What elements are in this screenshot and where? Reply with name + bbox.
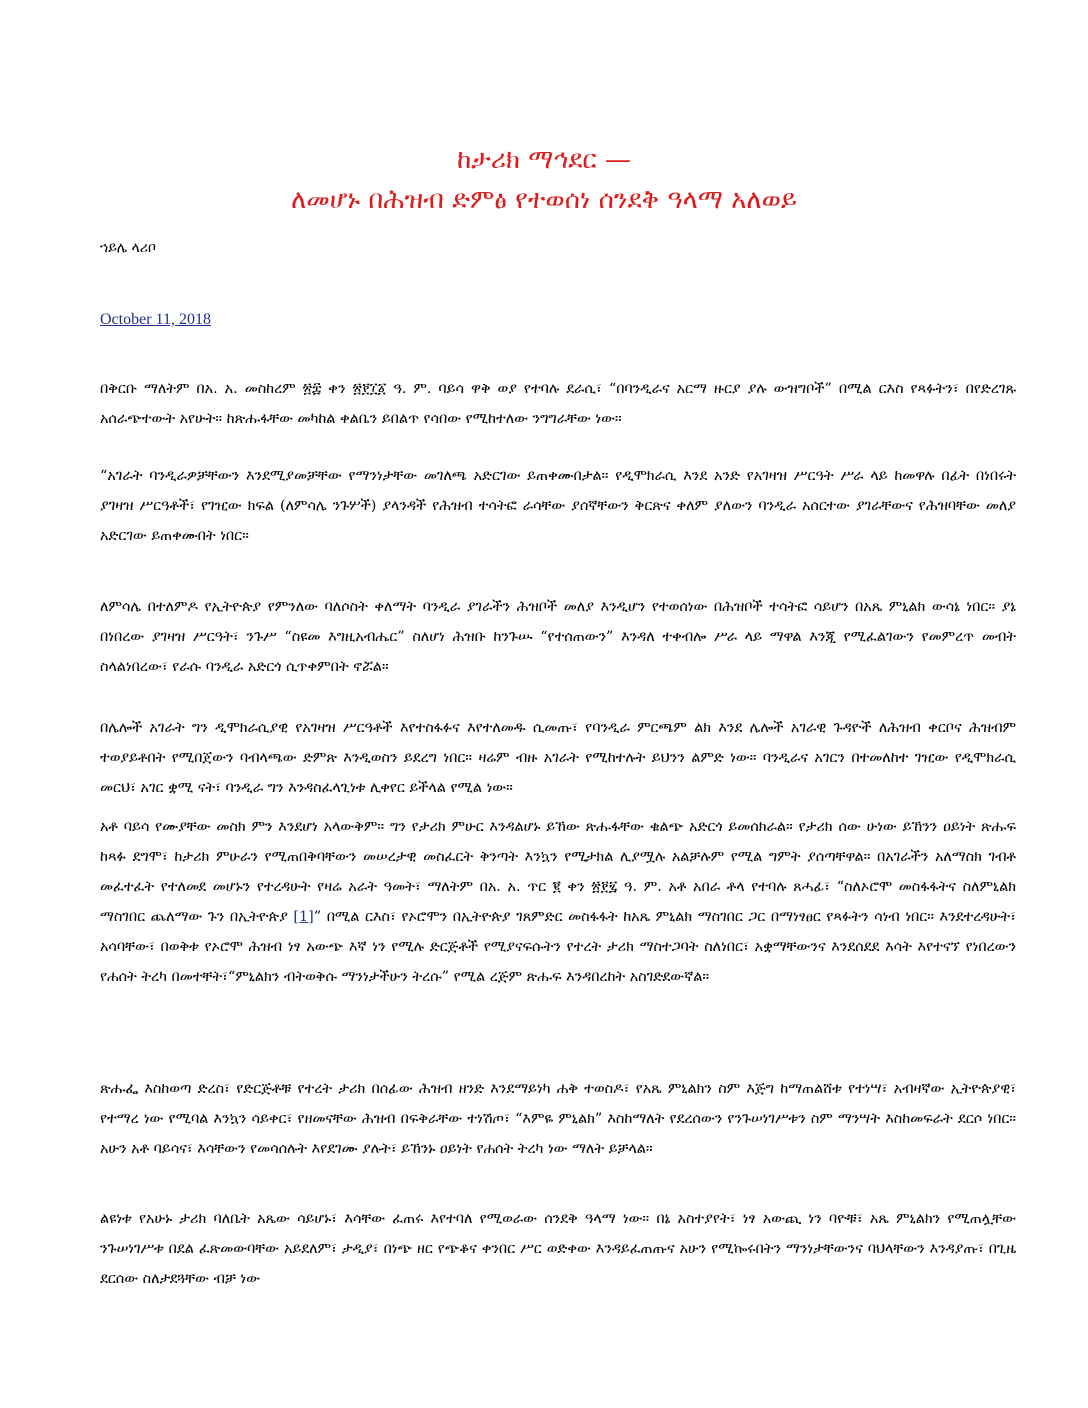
date-link[interactable]: October 11, 2018 — [100, 311, 211, 328]
page-title: ከታሪክ ማኅደር — — [456, 145, 632, 175]
footnote-link[interactable]: [1] — [293, 909, 314, 925]
paragraph-3: ለምሳሌ በተለምዶ የኢትዮጵያ የምንለው ባለሶስት ቀለማት ባንዲራ ያገራችን ሕዝቦች መለያ እንዲሆን የተወሰነው በሕዝቦች ተሳትፎ ሳይሆን በአጼ ምኒልክ ውሳኔ ነበር። ያኔ በነበረው ያገዛዝ ሥርዓት፣ ንጉሥ “ስዩመ እግዚአብሔር” ስለሆነ ሕዝቡ ከንጉሡ “የተሰጠውን” እንዳለ ተቀብሎ ሥራ ላይ ማዋል እንጂ የሚፈልገውን የመምረጥ መብት ስላልነበረው፣ የራሱ ባንዲራ አድርጎ ሲጥቀምበት ኖሯል። — [100, 599, 1016, 675]
paragraph-2: “አገራት ባንዲራዎቻቸውን እንደሚያመቻቸው የማንነታቸው መገለጫ አድርገው ይጠቀሙበታል። የዲሞክራሲ እንደ አንድ የአገዛዝ ሥርዓት ሥራ ላይ ከመዋሉ በፊት በነበሩት ያገዛዝ ሥርዓቶች፣ የገዢው ክፍል (ለምሳሌ ንጉሦች) ያላንዳች የሕዝብ ተሳትፎ ራሳቸው ያሰኛቸውን ቅርጽና ቀለም ያለውን ባንዲራ አሰርተው ያገራቸውና የሕዝባቸው መለያ አድርገው ይጠቀሙበት ነበር። — [100, 468, 1016, 544]
paragraph-5 — [100, 812, 1016, 992]
paragraph-6: ጽሑፌ እስከወጣ ድረስ፣ የድርጅቶቹ የተረት ታሪክ በሰፊው ሕዝብ ዘንድ እንደማይነካ ሐቅ ተወስዶ፣ የአጼ ምኒልክን ስም እጅግ ከማጠልሸቱ የተነሣ፣ አብዛኛው ኢትዮጵያዊ፣ የተማረ ነው የሚባል እንኳን ሳይቀር፣ የዘመናቸው ሕዝብ በፍቅራቸው ተነሽጦ፣ “እምዬ ምኒልክ” እስከማለት የደረሰውን የንጉሠነገሥቱን ስም ማንሣት እስከመፍራት ደርሶ ነበር። አሁን አቶ ባይሳና፣ እሳቸውን የመሳሰሉት እየደገሙ ያሉት፣ ይኸንኑ ዐይነት የሐሰት ትረካ ነው ማለት ይቻላል። — [100, 1081, 1016, 1157]
paragraph-7: ልዩነቱ የአሁኑ ታሪክ ባለቤት አጼው ሳይሆኑ፣ እሳቸው ፈጠሩ እየተባለ የሚወራው ሰንደቅ ዓላማ ነው። በኔ አስተያየት፣ ነፃ አውጪ ነን ባዮቹ፣ አጼ ምኒልክን የሚጠሏቸው ንጉሠነገሥቱ በደል ፈጽመውባቸው አይደለም፣ ታዲያ፣ በነጭ ዘር የጭቆና ቀንበር ሥር ወድቀው እንዳይፈጠጡና አሁን የሚኰሩበትን ማንነታቸውንና ባህላቸውን እንዳያጡ፣ በጊዜ ደርሰው ስለታደጓቸው ብቻ ነው — [100, 1211, 1016, 1287]
author-name: ኀይሌ ላሪቦ — [100, 240, 156, 256]
paragraph-5-continuation: ” በሚል ርእስ፣ የኦሮሞን በኢትዮጵያ ገጸምድር መስፋፋት ከአጼ ምኒልክ ማስገበር ጋር በማነፃፀር የጻፉትን ሳነብ ነበር። እንደተረዳሁት፣ አሳባቸው፣ በወቅቱ የኦሮሞ ሕዝብ ነፃ አውጭ እኛ ነን የሚሉ ድርጅቶች የሚያናፍሱትን የተረት ታሪክ ማስተጋባት ስለነበር፣ አቋማቸውንና እንደሰደደ እሳት እየተናኘ የነበረውን የሐሰት ትረካ በመተቸት፣“ምኒልክን ብትወቅሱ ማንነታችሁን ትረሱ” የሚል ረጅም ጽሑፍ እንዳበረከት አስገድደውኛል። — [100, 909, 1016, 985]
page-subtitle: ለመሆኑ በሕዝብ ድምፅ የተወሰነ ሰንደቅ ዓላማ አለወይ — [291, 185, 797, 215]
paragraph-5-text: አቶ ባይሳ የሙያቸው መስክ ምን እንደሆነ አላውቅም። ግን የታሪክ ምሁር እንዳልሆኑ ይኸው ጽሑፋቸው ቁልጭ አድርጎ ይመሰክራል። የታሪክ ሰው ሁነው ይኸንን ዐይነት ጽሑፍ ከጻፉ ደግሞ፣ ከታሪክ ምሁራን የሚጠበቅባቸውን መሠረታዊ መስፈርት ቅንጣት እንኳን የሚታክል ሊያሟሉ አልቻሉም የሚል ግምት ያሰጣቸዋል። በአገራችን አለማስክ ገብቶ መፈተፈት የተለመደ መሆኑን የተረዳሁት የዛሬ አራት ዓመት፣ ማለትም በአ. አ. ጥር ፪ ቀን ፳፻፯ ዓ. ም. አቶ አበራ ቶላ የተባሉ ጸሓፊ፣ “ስለኦሮሞ መስፋፋትና ስለምኒልክ ማስገበር ጨለማው ጉን በኢትዮጵያ — [100, 819, 1016, 925]
paragraph-1: በቅርቡ ማለትም በአ. አ. መስከረም ፳፰ ቀን ፳፻፲፩ ዓ. ም. ባይሳ ዋቅ ወያ የተባሉ ደራሲ፣ “በባንዲራና አርማ ዙርያ ያሉ ውዝግቦች” በሚል ርእስ የጻፉትን፣ በየድረገጹ አሰራጭተውት አየሁት። ከጽሑፋቸው መካከል ቀልቤን ይበልጥ የሳበው የሚከተለው ንግግራቸው ነው። — [100, 381, 1016, 427]
paragraph-4: በሌሎች አገራት ግን ዲሞክራሲያዊ የአገዛዝ ሥርዓቶች እየተስፋፉና እየተለመዱ ሲመጡ፣ የባንዲራ ምርጫም ልክ እንደ ሌሎች አገራዊ ጉዳዮች ለሕዝብ ቀርቦና ሕዝብም ተወያይቶበት የሚበጀውን ባብላጫው ድምጽ እንዲወስን ይደረግ ነበር። ዛሬም ብዙ አገራት የሚከተሉት ይህንን ልምድ ነው። ባንዲራና አገርን በተመለከተ ገዢው የዲሞክራሲ መርህ፣ አገር ቋሚ ናት፣ ባንዲራ ግን እንዳስፈላጊነቱ ሊቀየር ይችላል የሚል ነው። — [100, 720, 1016, 796]
